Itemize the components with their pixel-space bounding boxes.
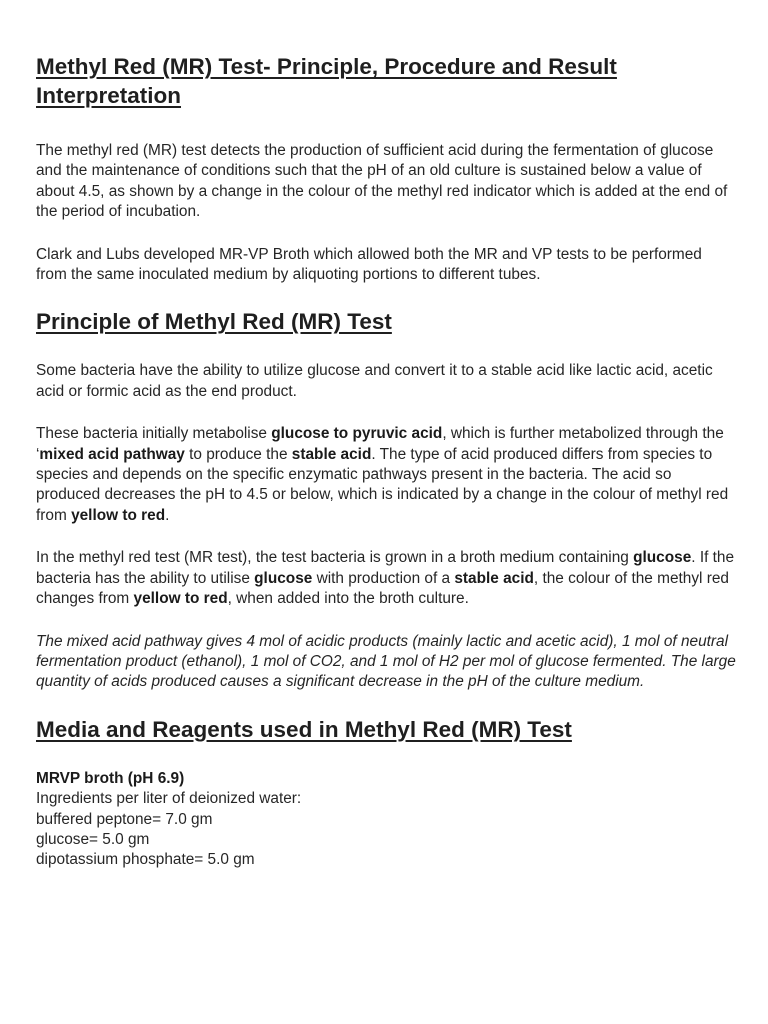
media-line: Ingredients per liter of deionized water: — [36, 790, 302, 808]
principle-paragraph-1: Some bacteria have the ability to utilize glucose and convert it to a stable acid like lactic acid, acetic acid or formic acid as the end product. — [36, 362, 713, 400]
media-line: buffered peptone= 7.0 gm — [36, 810, 213, 828]
text-run: . — [165, 506, 170, 524]
bold-run: yellow to red — [133, 590, 228, 608]
text-run: In the methyl red test (MR test), the test bacteria is grown in a broth medium containing — [36, 549, 634, 567]
bold-run: yellow to red — [71, 506, 166, 524]
media-line: dipotassium phosphate= 5.0 gm — [36, 851, 255, 869]
text-run: , the colour of the methyl red changes from — [36, 569, 729, 608]
text-run: , when added into the broth culture. — [227, 590, 469, 608]
bold-run: stable acid — [454, 569, 534, 587]
bold-run: glucose — [633, 549, 692, 567]
media-line: glucose= 5.0 gm — [36, 830, 150, 848]
principle-heading: Principle of Methyl Red (MR) Test — [36, 309, 392, 335]
intro-paragraph-1: The methyl red (MR) test detects the production of sufficient acid during the fermentation of glucose and the maintenance of conditions such that the pH of an old culture is sustained below a value of about 4.5, as shown by a change in the colour of the methyl red indicator which is added at the end of the period of incubation. — [36, 142, 728, 221]
principle-paragraph-2 — [36, 424, 736, 526]
text-run: , which is further metabolized through the ‘ — [36, 425, 724, 463]
bold-run: MRVP broth (pH 6.9) — [36, 769, 185, 787]
text-run: . If the bacteria has the ability to utilise — [36, 549, 735, 587]
media-broth-title — [36, 769, 736, 789]
page-title: Methyl Red (MR) Test- Principle, Procedure and Result Interpretation — [36, 54, 617, 108]
text-run: . The type of acid produced differs from species to species and depends on the specific enzymatic pathways present in the bacteria. The acid so produced decreases the pH to 4.5 or below, which is indicated by a change in the colour of methyl red from — [36, 445, 729, 524]
principle-paragraph-4: The mixed acid pathway gives 4 mol of acidic products (mainly lactic and acetic acid), 1 mol of neutral fermentation product (ethanol), 1 mol of CO2, and 1 mol of H2 per mol of glucose fermented. The large quantity of acids produced causes a significant decrease in the pH of the culture medium. — [36, 632, 736, 691]
bold-run: mixed acid pathway — [39, 445, 185, 463]
document-page — [36, 52, 736, 871]
intro-paragraph-2: Clark and Lubs developed MR-VP Broth which allowed both the MR and VP tests to be performed from the same inoculated medium by aliquoting portions to different tubes. — [36, 245, 702, 284]
principle-paragraph-3 — [36, 548, 736, 609]
bold-run: glucose to pyruvic acid — [271, 425, 443, 443]
bold-run: stable acid — [291, 445, 372, 463]
text-run: These bacteria initially metabolise — [36, 425, 272, 443]
text-run: with production of a — [312, 569, 455, 587]
media-heading: Media and Reagents used in Methyl Red (MR) Test — [36, 716, 572, 742]
text-run: to produce the — [184, 445, 292, 463]
media-list — [36, 769, 736, 871]
bold-run: glucose — [254, 569, 313, 587]
